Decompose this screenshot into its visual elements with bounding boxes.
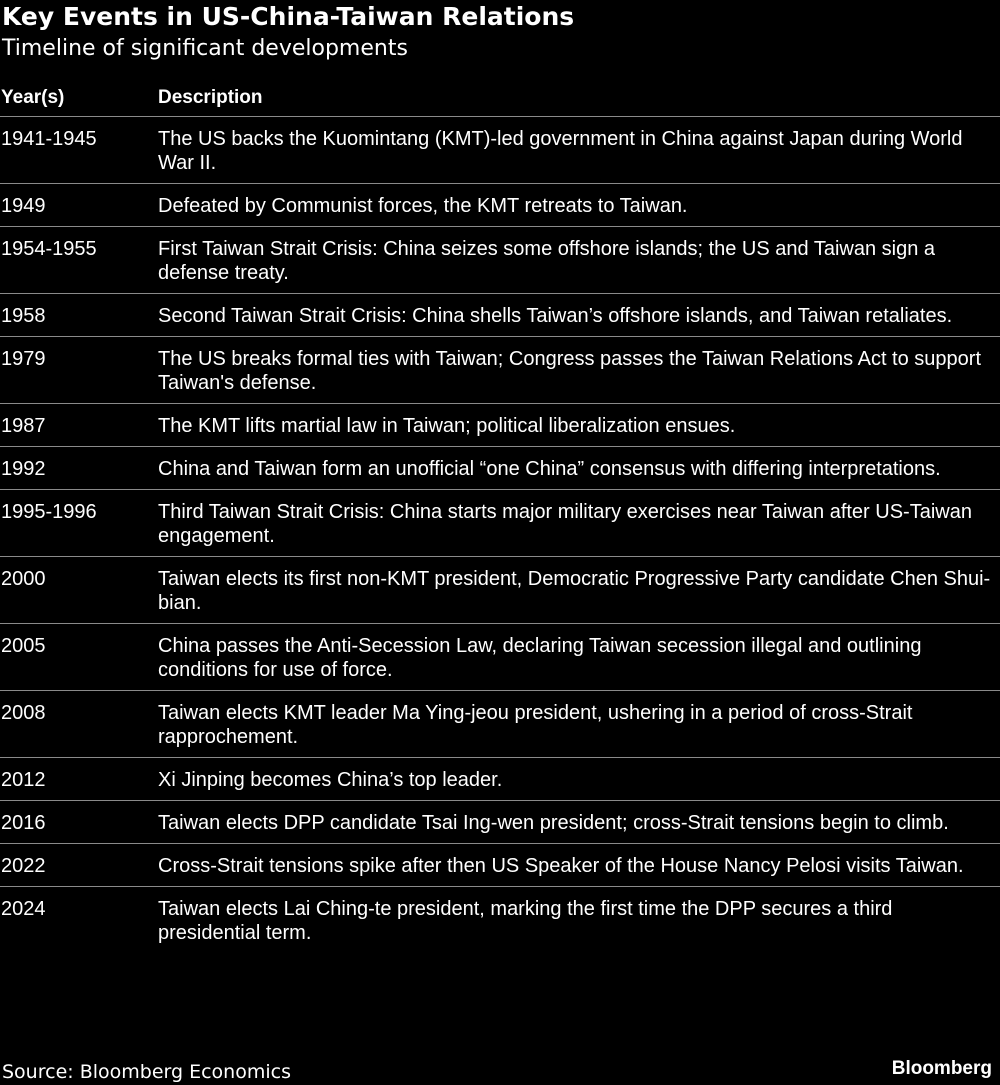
description-cell: Xi Jinping becomes China’s top leader. [157, 758, 1000, 801]
description-cell: Third Taiwan Strait Crisis: China starts major military exercises near Taiwan after US-Taiwan engagement. [157, 490, 1000, 557]
table-row [0, 227, 1000, 294]
description-cell: Taiwan elects DPP candidate Tsai Ing-wen president; cross-Strait tensions begin to climb. [157, 801, 1000, 844]
description-cell: The US backs the Kuomintang (KMT)-led government in China against Japan during World War II. [157, 117, 1000, 184]
table-row [0, 404, 1000, 447]
table-row [0, 887, 1000, 954]
table-row [0, 758, 1000, 801]
year-cell: 1949 [0, 184, 157, 227]
table-row [0, 294, 1000, 337]
description-cell: China passes the Anti-Secession Law, declaring Taiwan secession illegal and outlining conditions for use of force. [157, 624, 1000, 691]
column-header-description: Description [157, 80, 1000, 117]
description-cell: First Taiwan Strait Crisis: China seizes some offshore islands; the US and Taiwan sign a defense treaty. [157, 227, 1000, 294]
description-cell: Taiwan elects KMT leader Ma Ying-jeou president, ushering in a period of cross-Strait rapprochement. [157, 691, 1000, 758]
year-cell: 1958 [0, 294, 157, 337]
year-cell: 1954-1955 [0, 227, 157, 294]
description-cell: The US breaks formal ties with Taiwan; Congress passes the Taiwan Relations Act to support Taiwan's defense. [157, 337, 1000, 404]
year-cell: 1987 [0, 404, 157, 447]
description-cell: The KMT lifts martial law in Taiwan; political liberalization ensues. [157, 404, 1000, 447]
year-cell: 2016 [0, 801, 157, 844]
description-cell: Taiwan elects its first non-KMT president, Democratic Progressive Party candidate Chen Shui-bian. [157, 557, 1000, 624]
table-row [0, 691, 1000, 758]
year-cell: 1992 [0, 447, 157, 490]
table-row [0, 624, 1000, 691]
table-row [0, 184, 1000, 227]
description-cell: China and Taiwan form an unofficial “one China” consensus with differing interpretations. [157, 447, 1000, 490]
chart-title: Key Events in US-China-Taiwan Relations [2, 2, 575, 31]
table-row [0, 557, 1000, 624]
timeline-table [0, 80, 1000, 953]
table-row [0, 337, 1000, 404]
year-cell: 2012 [0, 758, 157, 801]
column-header-year: Year(s) [0, 80, 157, 117]
year-cell: 1979 [0, 337, 157, 404]
table-row [0, 490, 1000, 557]
bloomberg-logo: Bloomberg [891, 1058, 992, 1079]
year-cell: 1941-1945 [0, 117, 157, 184]
description-cell: Second Taiwan Strait Crisis: China shells Taiwan’s offshore islands, and Taiwan retaliates. [157, 294, 1000, 337]
table-row [0, 447, 1000, 490]
year-cell: 2005 [0, 624, 157, 691]
table-row [0, 801, 1000, 844]
table-header-row [0, 80, 1000, 117]
source-note: Source: Bloomberg Economics [2, 1061, 291, 1083]
year-cell: 2000 [0, 557, 157, 624]
table-row [0, 844, 1000, 887]
chart-subtitle: Timeline of significant developments [2, 36, 408, 61]
year-cell: 2008 [0, 691, 157, 758]
table-row [0, 117, 1000, 184]
year-cell: 2024 [1, 898, 46, 920]
year-cell: 1995-1996 [0, 490, 157, 557]
description-cell: Cross-Strait tensions spike after then US Speaker of the House Nancy Pelosi visits Taiwan. [157, 844, 1000, 887]
description-cell: Taiwan elects Lai Ching-te president, marking the first time the DPP secures a third presidential term. [158, 898, 893, 944]
year-cell: 2022 [0, 844, 157, 887]
description-cell: Defeated by Communist forces, the KMT retreats to Taiwan. [157, 184, 1000, 227]
